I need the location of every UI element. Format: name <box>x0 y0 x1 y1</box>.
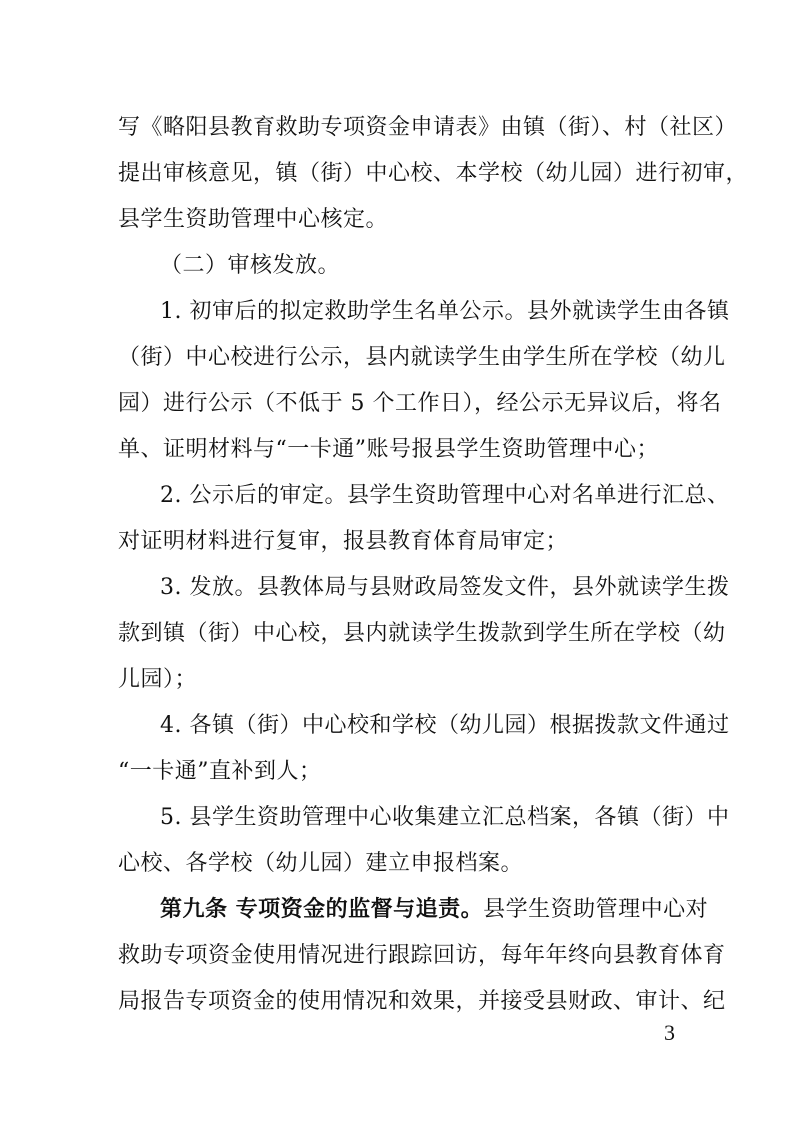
text-line: “一卡通”直补到人； <box>118 759 322 784</box>
text-line: （街）中心校进行公示，县内就读学生由学生所在学校（幼儿 <box>118 345 726 370</box>
page-number: 3 <box>664 1020 675 1045</box>
section-heading: （二）审核发放。 <box>160 253 341 278</box>
text-line: 单、证明材料与“一卡通”账号报县学生资助管理中心； <box>118 437 659 462</box>
text-line: 救助专项资金使用情况进行跟踪回访，每年年终向县教育体育 <box>118 943 726 968</box>
text-line: 对证明材料进行复审，报县教育体育局审定； <box>118 529 569 554</box>
text-line: 写《略阳县教育救助专项资金申请表》由镇（街）、村（社区） <box>118 115 738 140</box>
text-line: 县学生资助管理中心核定。 <box>118 207 389 232</box>
article-9-text: 县学生资助管理中心对 <box>483 897 709 922</box>
article-9-heading: 第九条 专项资金的监督与追责。 <box>160 897 484 922</box>
text-line: 局报告专项资金的使用情况和效果，并接受县财政、审计、纪 <box>118 989 726 1014</box>
text-line: 2. 公示后的审定。县学生资助管理中心对名单进行汇总、 <box>160 483 730 508</box>
text-line: 1. 初审后的拟定救助学生名单公示。县外就读学生由各镇 <box>160 299 730 324</box>
article-9-first-line <box>160 895 709 925</box>
text-line: 儿园）； <box>118 667 198 692</box>
text-line: 4. 各镇（街）中心校和学校（幼儿园）根据拨款文件通过 <box>160 713 730 738</box>
text-line: 款到镇（街）中心校，县内就读学生拨款到学生所在学校（幼 <box>118 621 726 646</box>
text-line: 园）进行公示（不低于 5 个工作日），经公示无异议后，将名 <box>118 391 722 416</box>
text-line: 提出审核意见，镇（街）中心校、本学校（幼儿园）进行初审， <box>118 161 749 186</box>
text-line: 5. 县学生资助管理中心收集建立汇总档案，各镇（街）中 <box>160 805 730 830</box>
text-line: 心校、各学校（幼儿园）建立申报档案。 <box>118 851 524 876</box>
text-line: 3. 发放。县教体局与县财政局签发文件，县外就读学生拨 <box>160 575 730 600</box>
